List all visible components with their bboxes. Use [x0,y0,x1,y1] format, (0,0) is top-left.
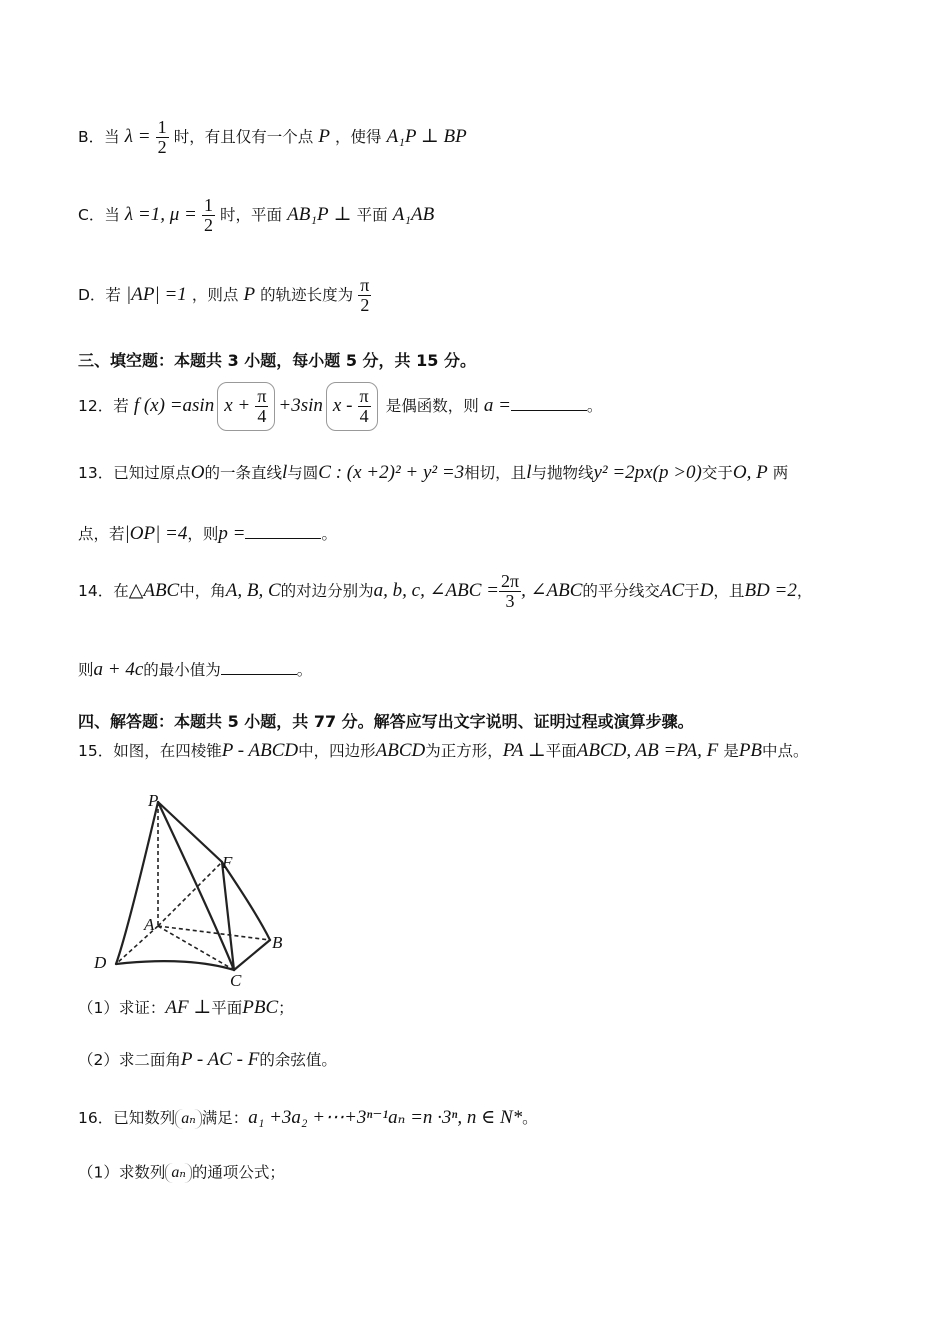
question-16 [78,1108,538,1129]
frac-num: π [360,275,370,295]
option-c-label: C．当 [78,205,120,224]
paren-group-1 [217,382,275,431]
answer-blank[interactable] [245,524,321,539]
points-op: O, P [732,462,768,483]
section-3-heading: 三、填空题：本题共 3 小题，每小题 5 分，共 15 分。 [78,351,476,370]
segment-pb: PB [738,740,763,761]
period: 。 [321,525,337,543]
label-d: D [94,953,107,972]
a-plus-4c: a + 4c [93,659,144,680]
option-c [78,196,434,235]
question-13-line2 [78,524,337,543]
q14-text: 中，角 [179,581,226,600]
frac-num: 1 [157,117,167,137]
q13-number: 13．已知过原点 [78,464,191,482]
p-equals: p = [218,523,246,544]
bd-equals: BD =2 [744,579,797,601]
label-a: A [144,915,155,934]
frac-den: 2 [360,294,370,315]
parabola-equation: y² =2px(p >0) [593,462,702,483]
q13-text: 与抛物线 [531,464,594,482]
paren-group-2 [326,382,378,431]
a-equals: a = [483,394,511,416]
question-13 [78,463,788,482]
option-d [78,276,371,315]
label-p: P [148,791,159,810]
sub2-label: （2）求二面角 [78,1051,181,1069]
op-condition: |OP| =4 [124,523,188,544]
period: 。 [296,661,313,679]
q13-text: ，则 [187,525,219,543]
q13-text: 点，若 [78,525,125,543]
q15-sub2 [78,1050,337,1069]
q15-text: 中，四边形 [298,742,376,760]
perp-relation: A₁P ⊥ BP [386,125,467,147]
q16-text: 满足： [201,1109,249,1127]
period: 。 [522,1109,538,1127]
question-14-line2 [78,660,312,679]
answer-blank[interactable] [511,396,587,411]
q13-text: 相切，且 [464,464,527,482]
q14-text: ，且 [713,581,745,600]
sides-expr: a, b, c, ∠ABC = [373,579,499,601]
point-p: P [243,283,256,305]
frac-den: 4 [257,405,267,426]
option-c-text2: 平面 [356,205,388,224]
sub1-text: 平面 [211,999,243,1017]
q15-text: 平面 [545,742,577,760]
option-d-text2: 的轨迹长度为 [260,285,354,304]
edge-pd [116,802,158,964]
point-d: D [699,579,714,601]
pyramid-figure [88,786,298,986]
mid-expr: +3sin [278,394,323,416]
pyramid: P - ABCD [221,740,299,761]
q14-text: 的平分线交 [582,581,660,600]
pi-over-4 [358,387,371,426]
line-l: l [281,462,288,483]
q16-sub1 [78,1163,285,1183]
edge-dc [116,961,234,970]
q14-text: 则 [78,661,94,679]
label-f: F [222,853,233,872]
section-4-heading: 四、解答题：本题共 5 小题，共 77 分。解答应写出文字说明、证明过程或演算步骤。 [78,712,694,731]
edge-ab [158,926,270,940]
edge-cb [234,940,270,970]
question-12 [78,382,602,431]
period: 。 [586,396,603,415]
label-c: C [230,971,242,986]
two-pi-over-3 [499,572,521,611]
ap-condition: |AP| =1 [126,283,187,305]
lambda-mu-expr: λ =1, μ = [124,203,197,225]
option-b [78,118,467,157]
q14-text: 于 [684,581,700,600]
half-fraction [156,118,169,157]
q15-number: 15．如图，在四棱锥 [78,742,222,760]
question-14 [78,572,812,611]
q16-number: 16．已知数列 [78,1109,176,1127]
arg2: x - [332,394,353,416]
q15-text: 为正方形， [425,742,503,760]
square-abcd: ABCD [375,740,426,761]
point-p: P [318,125,330,147]
frac-num: 1 [203,195,213,215]
q15-text: 是 [723,742,739,760]
q13-text: 两 [772,464,789,482]
frac-den: 4 [359,405,369,426]
q15-text: 中点。 [762,742,809,760]
pa-perp: PA ⊥ [502,740,546,761]
frac-num: π [257,386,267,406]
sub1-text: 的通项公式； [191,1163,285,1182]
option-b-text: 时，有且仅有一个点 [173,127,314,146]
sequence-an: aₙ [165,1163,191,1183]
q14-text: ， [796,581,813,600]
q12-text: 是偶函数，则 [385,396,479,415]
frac-num: π [359,386,369,406]
q14-number: 14．在 [78,581,129,600]
sub2-text: 的余弦值。 [259,1051,337,1069]
sequence-equation: a₁ +3a₂ +⋯+3ⁿ⁻¹aₙ =n ·3ⁿ, n ∈ N* [248,1107,523,1128]
q13-text: 交于 [701,464,733,482]
q15-sub1 [78,998,294,1017]
function-expr: f (x) =asin [133,394,215,416]
af-perp: AF ⊥ [165,997,212,1018]
pi-over-4 [255,387,268,426]
label-b: B [272,933,283,952]
answer-blank[interactable] [221,660,297,675]
plane-a1ab: A₁AB [392,203,435,225]
perp-symbol: ⊥ [333,203,352,225]
frac-den: 2 [157,136,167,157]
q12-number: 12．若 [78,396,129,415]
sub1-label: （1）求数列 [78,1163,166,1182]
plane-pbc: PBC [242,997,279,1018]
line-l: l [526,462,532,483]
segment-ac: AC [659,579,685,601]
q13-text: 的一条直线 [204,464,282,482]
pi-half-fraction [358,276,371,315]
edge-pc [158,802,234,970]
angle-abc: , ∠ABC [521,579,583,601]
q14-text: 的最小值为 [143,661,221,679]
triangle-abc: △ABC [128,579,180,601]
frac-den: 2 [203,214,213,235]
angles-abc: A, B, C [225,579,281,601]
arg1: x + [224,394,251,416]
q13-text: 与圆 [287,464,319,482]
sub1-label: （1）求证： [78,999,166,1017]
q14-text: 的对边分别为 [280,581,374,600]
option-b-label: B．当 [78,127,120,146]
lambda-expr: λ = [124,125,151,147]
half-fraction [202,196,215,235]
frac-num: 2π [500,571,520,591]
option-c-text: 时，平面 [220,205,283,224]
option-d-text: ，则点 [191,285,239,304]
dihedral-angle: P - AC - F [180,1049,260,1070]
sequence-an: aₙ [175,1109,201,1129]
frac-den: 3 [505,590,515,611]
question-15 [78,741,809,760]
point-o: O [190,462,205,483]
plane-ab1p: AB₁P [287,203,329,225]
option-d-label: D．若 [78,285,121,304]
semicolon: ； [278,999,294,1017]
q15-condition: ABCD, AB =PA, F [576,740,719,761]
circle-equation: C : (x +2)² + y² =3 [318,462,465,483]
option-b-text2: ，使得 [335,127,382,146]
